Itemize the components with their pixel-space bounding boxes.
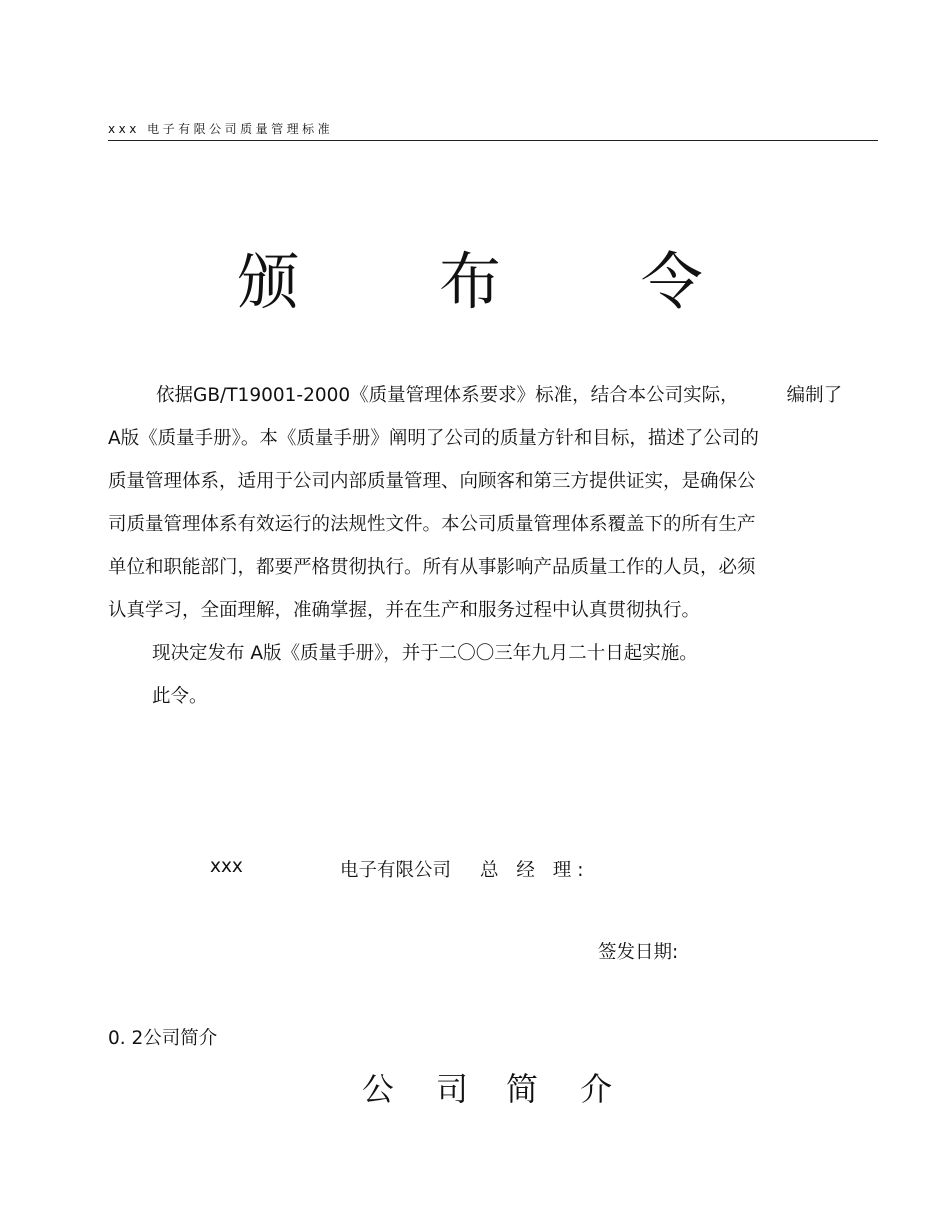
body-line: 认真学习，全面理解，准确掌握，并在生产和服务过程中认真贯彻执行。 [108, 600, 701, 621]
body-line: 单位和职能部门，都要严格贯彻执行。所有从事影响产品质量工作的人员，必须 [108, 557, 756, 578]
body-line-text: 编制了 [786, 385, 843, 406]
body-line: 质量管理体系，适用于公司内部质量管理、向顾客和第三方提供证实，是确保公 [108, 471, 756, 492]
section-title-part: 简 介 [506, 1070, 629, 1108]
page-title: 颁 布 令 [237, 245, 763, 318]
body-line: 现决定发布 A版《质量手册》，并于二〇〇三年九月二十日起实施。 [152, 643, 698, 664]
decree-body [108, 378, 888, 722]
body-line [108, 378, 888, 421]
body-line: 司质量管理体系有效运行的法规性文件。本公司质量管理体系覆盖下的所有生产 [108, 514, 756, 535]
signature-company-abbr: xxx [210, 856, 243, 877]
body-line: 此令。 [152, 686, 208, 707]
section-label: 0. 2公司简介 [108, 1028, 218, 1049]
section-title [0, 1064, 950, 1110]
signature-company: 电子有限公司 [340, 860, 452, 881]
issue-date-label: 签发日期: [598, 942, 679, 963]
body-line: A版《质量手册》。本《质量手册》阐明了公司的质量方针和目标，描述了公司的 [108, 428, 759, 449]
header-text: xxx 电子有限公司质量管理标准 [108, 122, 334, 136]
body-line-text: 依据GB/T19001-2000《质量管理体系要求》标准，结合本公司实际， [156, 385, 739, 406]
page-header [108, 118, 878, 141]
signature-manager-label: 总 经 理: [480, 860, 590, 881]
section-title-part: 公 司 [361, 1070, 484, 1108]
